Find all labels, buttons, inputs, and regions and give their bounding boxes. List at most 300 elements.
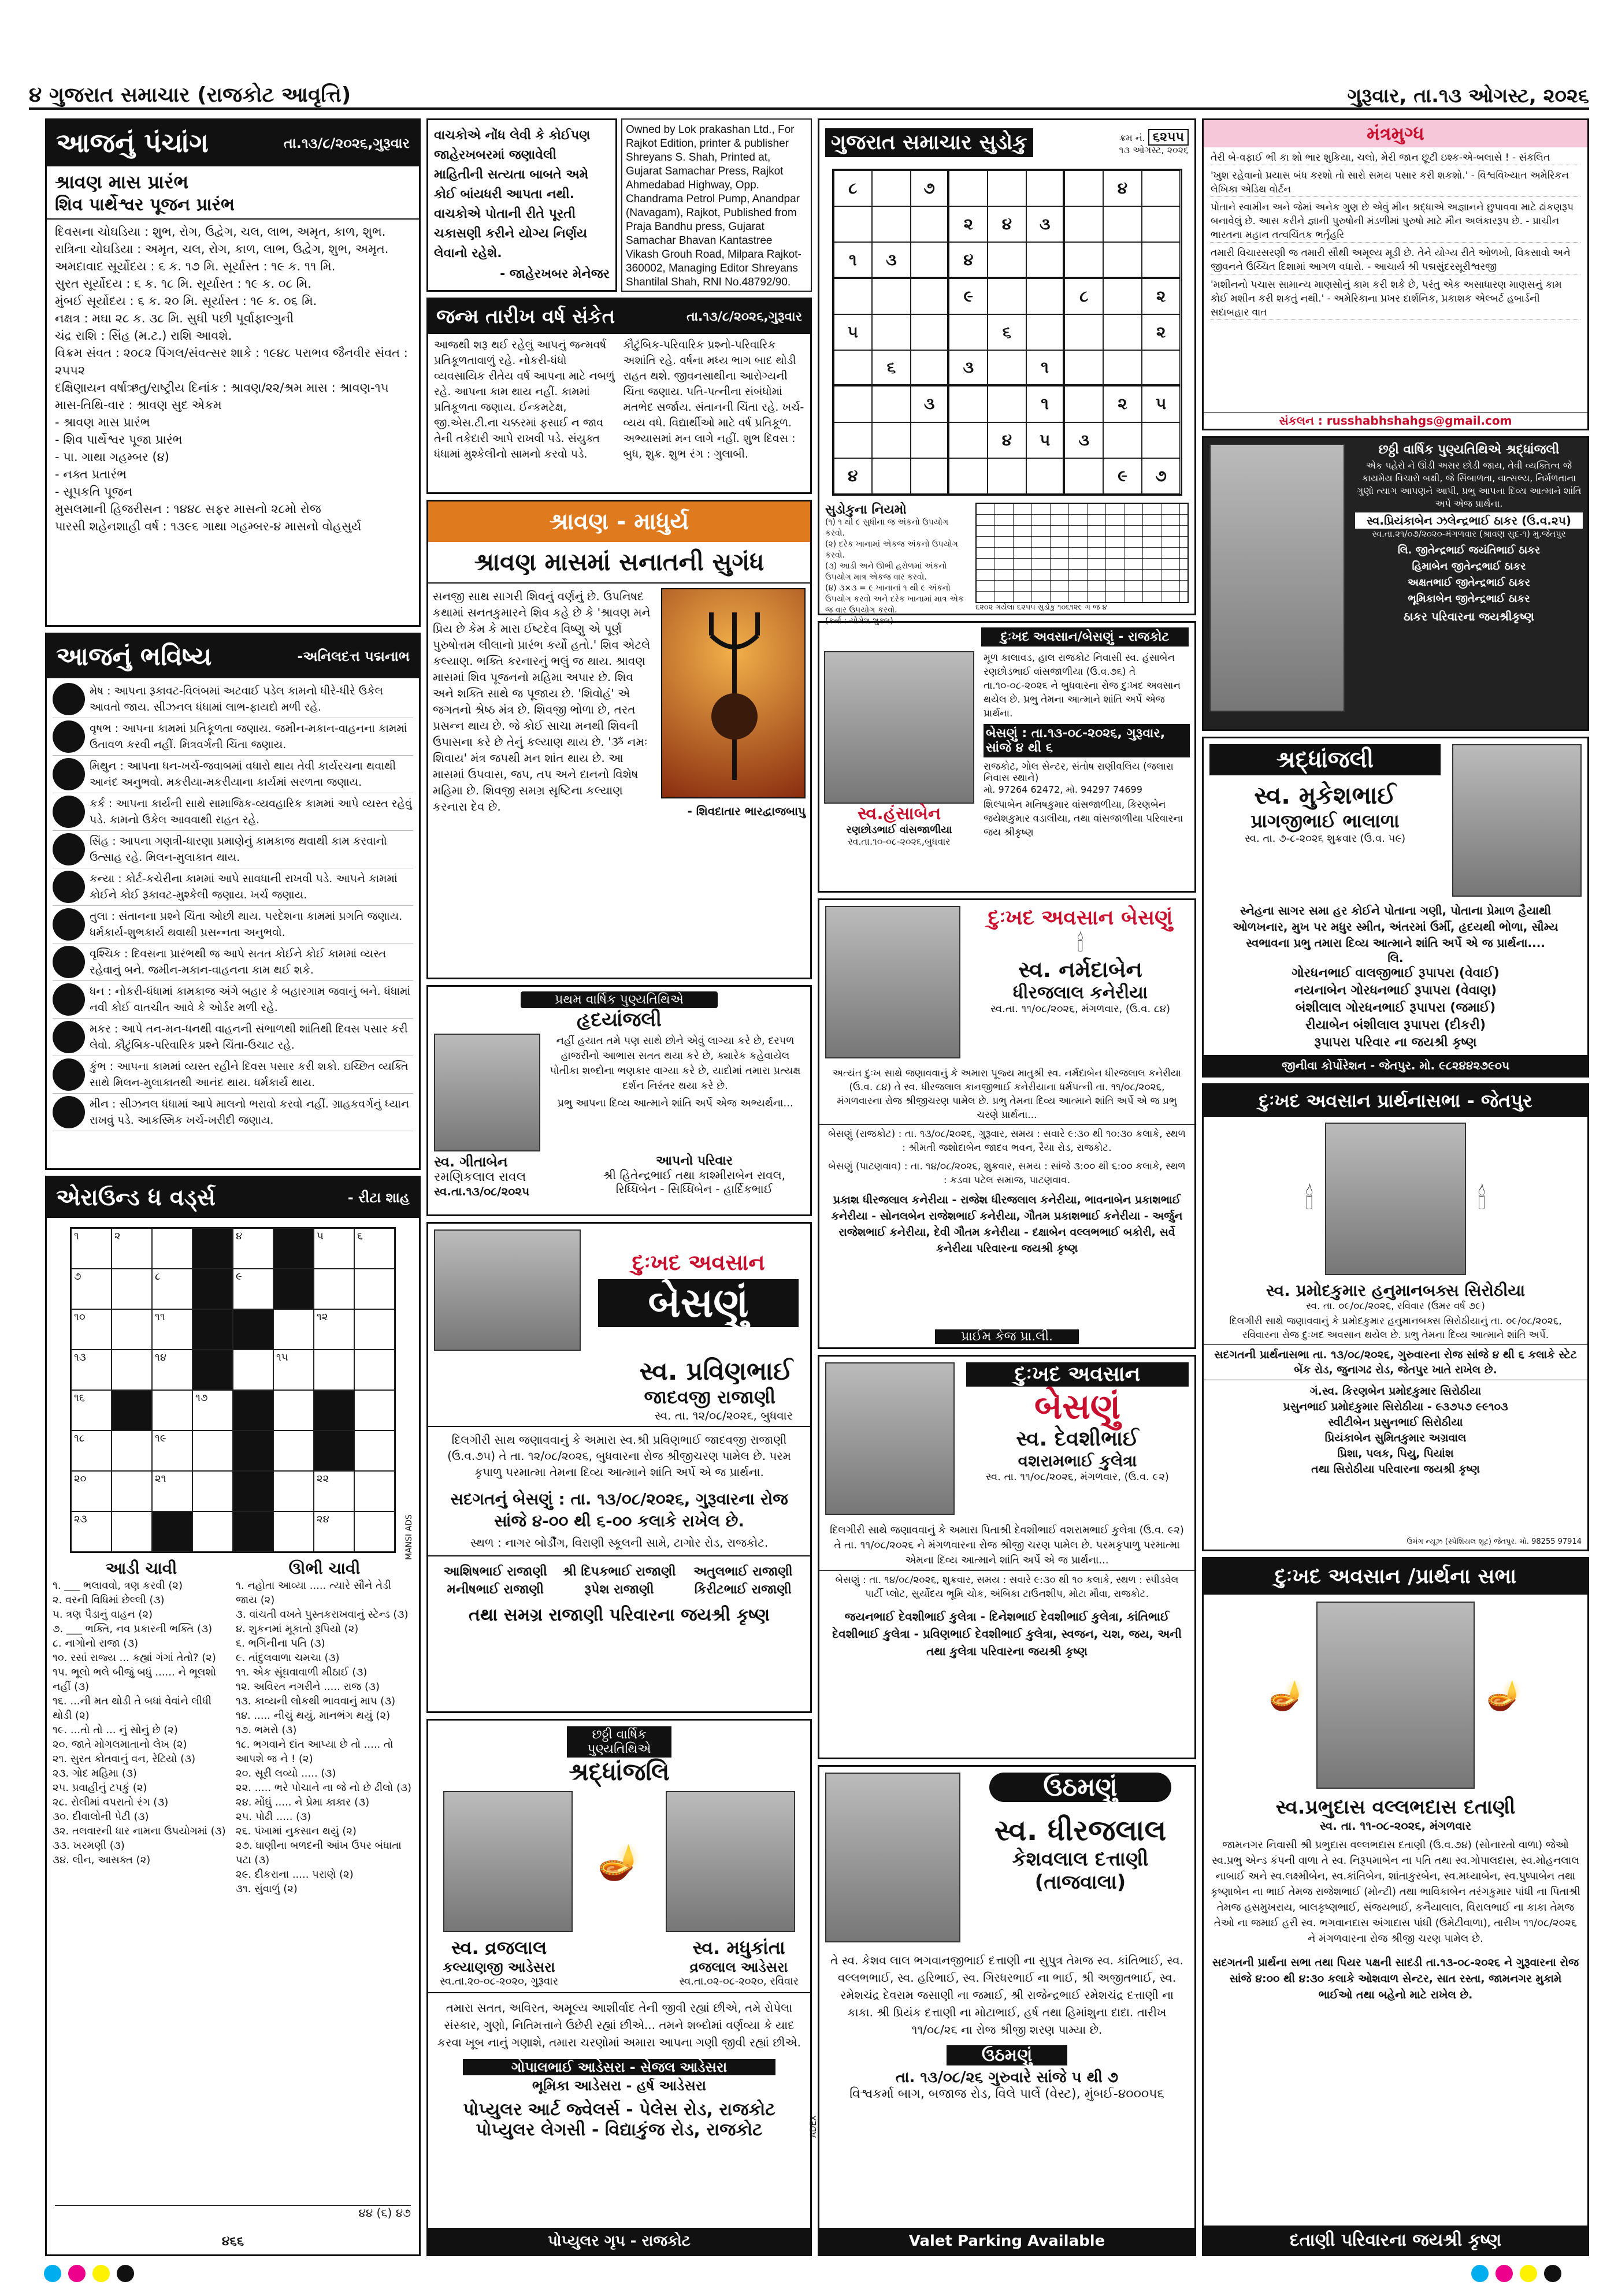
horoscope-row bbox=[53, 1056, 413, 1094]
crossword-cell[interactable] bbox=[354, 1511, 395, 1552]
horoscope-row bbox=[53, 831, 413, 868]
madhukanta-name: સ્વ. મધુકાંતા bbox=[692, 1937, 785, 1959]
crossword-cell-number: ૪ bbox=[236, 1230, 243, 1242]
sudoku-cell: ૧ bbox=[1026, 386, 1065, 422]
crossword-cell-number: ૨૦ bbox=[74, 1473, 87, 1485]
pravinbhai-sub: જાદવજી રાજાણી bbox=[644, 1386, 775, 1408]
sudoku-cell[interactable] bbox=[1142, 206, 1181, 242]
crossword-cell[interactable] bbox=[192, 1228, 233, 1269]
gitaben-name: સ્વ. ગીતાબેન bbox=[434, 1154, 508, 1170]
pramodkumar-body: દિલગીરી સાથે જણાવવાનું કે પ્રમોદકુમાર હનુમાનબક્સ સિરોઠીયાનું તા. ૦૯/૦૮/૨૦૨૬, રવિવારના રોજ દુઃખદ અવસાન થયેલ છે. પ્રભુ તેમના દિવ્ય આત્માને શાંતિ અર્પે. bbox=[1229, 1316, 1562, 1341]
crossword-cell[interactable] bbox=[354, 1431, 395, 1471]
crossword-cell-number: ૧૮ bbox=[74, 1432, 85, 1444]
crossword-cell-number: ૨૧ bbox=[155, 1473, 166, 1485]
sudoku-cell: ૯ bbox=[949, 278, 988, 314]
sudoku-cell[interactable] bbox=[949, 170, 988, 206]
sudoku-date: ૧૩ ઓગસ્ટ, ૨૦૨૬ bbox=[1119, 144, 1189, 155]
crossword-cell[interactable] bbox=[314, 1471, 354, 1511]
pramodkumar-family-member: પ્રસુનભાઈ પ્રમોદકુમાર સિરોઠીયા - ૯૩૭૫૭ ૯૯૧૦૩ bbox=[1283, 1400, 1508, 1413]
sudoku-cell[interactable] bbox=[988, 386, 1026, 422]
sudoku-cell[interactable] bbox=[988, 170, 1026, 206]
crossword-cell[interactable] bbox=[314, 1431, 354, 1471]
sudoku-cell: ૭ bbox=[911, 170, 949, 206]
crossword-cell[interactable] bbox=[71, 1350, 112, 1390]
zodiac-icon bbox=[53, 683, 85, 715]
devshibhai-title: બેસણું bbox=[1034, 1387, 1121, 1427]
sudoku-cell[interactable] bbox=[949, 422, 988, 458]
crossword-cell[interactable] bbox=[233, 1511, 273, 1552]
sudoku-cell[interactable] bbox=[834, 278, 873, 314]
udhamnu-body: તે સ્વ. કેશવ લાલ ભગવાનજીભાઈ દત્તાણી ના સુપુત્ર તેમજ સ્વ. કાંતિભાઈ, સ્વ. વલ્લભભાઈ, સ્વ. હરિભાઈ, સ્વ. ગિરધરભાઈ ના ભાઈ, શ્રી અજીતભાઈ, સ્વ. રમેશચંદ્ર દેવરામ જસાણી ના જમાઈ, શ્રી રાજેન્દ્રભાઈ રમેશચંદ્ર દત્તાણી ના કાકા. શ્રી પ્રિયંક દત્તાણી ના મોટાભાઈ, હર્ષ તથા હિમાંશુના દાદા. તારીખ ૧૧/૦૮/૨૬ ના રોજ શ્રીજી શરણ પામ્યા છે. bbox=[830, 1953, 1183, 2037]
devshibhai-box bbox=[818, 1355, 1196, 1759]
shravan-body: સનજી સાથ સાગરી શિવનું વર્ણનું છે. ઉપનિષદ કથામાં સનતકુમારને શિવ કહે છે કે 'શ્રાવણ મને પ્રિય છે કેમ કે મારા ઈષ્ટદેવ વિષ્ણુ એ પૂર્ણ પુરુષોત્તમ લીલાનો પ્રારંભ કર્યો હતો.' શિવ એટલે કલ્યાણ. ભક્તિ કરનારનું ભલું જ થાય. શ્રાવણ માસમાં શિવ પૂજનનો મહિમા અપાર છે. શિવ અને શક્તિ સાથે જ પૂજાય છે. 'શિવોહં' એ જગતનો શ્રેષ્ઠ મંત્ર છે. શિવજી ભોળા છે, તરત પ્રસન્ન થાય છે. જે કોઈ સાચા મનથી શિવની ઉપાસના કરે છે તેનું કલ્યાણ થાય છે. 'ૐ નમઃ શિવાય' મંત્ર જપથી મન શાંત થાય છે. આ માસમાં ઉપવાસ, જપ, તપ અને દાનનો વિશેષ મહિમા છે. શિવજી સમગ્ર સૃષ્ટિના કલ્યાણ કરનારા દેવ છે. bbox=[433, 589, 651, 813]
crossword-cell[interactable] bbox=[354, 1228, 395, 1269]
pramodkumar-family-member: ગં.સ્વ. કિરણબેન પ્રમોદકુમાર સિરોઠીયા bbox=[1309, 1385, 1482, 1398]
hansaben-name: સ્વ.હંસાબેન bbox=[857, 804, 941, 824]
crossword-cell[interactable] bbox=[152, 1390, 192, 1431]
sudoku-cell: ૩ bbox=[1064, 422, 1103, 458]
crossword-cell[interactable] bbox=[112, 1471, 152, 1511]
mantra-item: તેરી બે-વફાઈ ભી કા શો ભાર શુક્રિયા, ચલો, મેરી જાન છૂટી ઇશ્ક-એ-બલાસે ! - સંકલિત bbox=[1211, 151, 1580, 165]
crossword-cell[interactable] bbox=[233, 1228, 273, 1269]
sudoku-cell[interactable] bbox=[988, 278, 1026, 314]
crossword-cell[interactable] bbox=[233, 1309, 273, 1350]
panchang-line: માસ-તિથિ-વાર : શ્રાવણ સુદ એકમ bbox=[55, 398, 222, 412]
crossword-cell[interactable] bbox=[314, 1390, 354, 1431]
sudoku-cell[interactable] bbox=[1142, 422, 1181, 458]
mansi-ads-note: MANSI ADS bbox=[404, 1514, 414, 1560]
shravan-box bbox=[426, 500, 812, 979]
sudoku-cell: ૪ bbox=[988, 422, 1026, 458]
sudoku-cell[interactable] bbox=[988, 458, 1026, 494]
dhirajlal-name: સ્વ. ધીરજલાલ bbox=[994, 1814, 1167, 1847]
sudoku-cell[interactable] bbox=[834, 350, 873, 386]
hansaben-sub: રણછોડભાઈ વાંસજાળીયા bbox=[846, 824, 952, 836]
notice-sign: - જાહેરખબર મેનેજર bbox=[500, 267, 610, 281]
mukeshbhai-family bbox=[1204, 965, 1587, 1052]
sudoku-cell[interactable] bbox=[834, 206, 873, 242]
crossword-cell[interactable] bbox=[192, 1511, 233, 1552]
crossword-cell[interactable] bbox=[192, 1431, 233, 1471]
pramodkumar-family-member: પ્રિયંકાબેન સુમિતકુમાર અગ્રવાલ bbox=[1324, 1432, 1467, 1444]
sudoku-cell[interactable] bbox=[949, 458, 988, 494]
mukeshbhai-family-label: લિ. bbox=[1387, 951, 1404, 965]
sudoku-cell[interactable] bbox=[988, 350, 1026, 386]
crossword-cell[interactable] bbox=[354, 1390, 395, 1431]
sudoku-rules-title: સુડોકુના નિયમો bbox=[825, 503, 907, 517]
crossword-cell[interactable] bbox=[233, 1350, 273, 1390]
crossword-cell[interactable] bbox=[112, 1390, 152, 1431]
panchang-line: દક્ષિણાયન વર્ષાઋતુ/રાષ્ટ્રીય દિનાંક : શ્રાવણ/૨૨/શ્રમ માસ : શ્રાવણ-૧૫ bbox=[55, 381, 389, 395]
crossword-down-clue: ૨૯. દીકરાના ..... પરાણે (૨) bbox=[236, 1868, 354, 1881]
crossword-across-clue: ૨. વરની વિધિમાં છેલ્લી (૩) bbox=[53, 1594, 165, 1606]
vrajlal-sub: કલ્યાણજી આડેસરા bbox=[443, 1959, 555, 1975]
pramodkumar-box bbox=[1202, 1083, 1589, 1551]
sudoku-cell[interactable] bbox=[949, 314, 988, 350]
crossword-grid bbox=[70, 1227, 396, 1553]
sudoku-cell: ૨ bbox=[1142, 278, 1181, 314]
crossword-across-clue: ૨૧. સુરત કોતવાનું વન, રેટિયો (૩) bbox=[53, 1753, 196, 1765]
mantra-title: મંત્રમુગ્ધ bbox=[1204, 120, 1587, 147]
sudoku-cell[interactable] bbox=[1064, 206, 1103, 242]
prabhudas-sabha: સદગતની પ્રાર્થના સભા તથા પિયર પક્ષની સાદડી તા.૧૩-૦૮-૨૦૨૬ ને ગુરૂવારના રોજ સાંજે ૪:૦૦ થી ૪:૩૦ કલાકે ઓશવાળ સેન્ટર, સાત રસ્તા, જામનગર મુકામે ભાઈઓ તથા બહેનો માટે રાખેલ છે. bbox=[1212, 1956, 1579, 2001]
sudoku-cell[interactable] bbox=[834, 386, 873, 422]
crossword-cell-number: ૧૨ bbox=[317, 1311, 328, 1323]
hansaben-phone: મો. 97264 62472, મો. 94297 74699 bbox=[984, 784, 1142, 795]
crossword-across-list bbox=[53, 1578, 230, 1867]
crossword-cell[interactable] bbox=[233, 1471, 273, 1511]
pravinbhai-title: બેસણું bbox=[598, 1279, 799, 1327]
pramodkumar-family-member: તથા સિરોઠીયા પરિવારના જયશ્રી કૃષ્ણ bbox=[1311, 1463, 1480, 1476]
sudoku-cell: ૮ bbox=[834, 170, 873, 206]
sudoku-cell[interactable] bbox=[872, 170, 911, 206]
madhukanta-sub: વ્રજલાલ આડેસરા bbox=[689, 1959, 788, 1975]
sudoku-cell: ૩ bbox=[872, 242, 911, 278]
crossword-cell[interactable] bbox=[354, 1309, 395, 1350]
crossword-cell[interactable] bbox=[71, 1269, 112, 1309]
sudoku-cell[interactable] bbox=[834, 422, 873, 458]
udhamnu-place: વિશ્વકર્મા બાગ, બજાજ રોડ, વિલે પાર્લે (વેસ્ટ), મુંબઈ-૪૦૦૦૫૬ bbox=[849, 2087, 1164, 2101]
pravinbhai-box bbox=[426, 1222, 812, 1713]
crossword-cell[interactable] bbox=[112, 1228, 152, 1269]
sudoku-cell: ૫ bbox=[1142, 386, 1181, 422]
shraddhanjali2-title: શ્રદ્ધાંજલિ bbox=[569, 1758, 670, 1786]
panchang-line: - શ્રાવણ માસ પ્રારંભ bbox=[55, 415, 150, 429]
crossword-cell-number: ૭ bbox=[74, 1270, 81, 1283]
crossword-across-clue: ૭. ___ ભક્તિ, નવ પ્રકારની ભક્તિ (૩) bbox=[53, 1623, 213, 1635]
crossword-cell[interactable] bbox=[112, 1269, 152, 1309]
crossword-down-clue: ૯. તાંદુલવાળા ચમચા (૩) bbox=[236, 1652, 340, 1664]
imprint-text: Owned by Lok prakashan Ltd., For Rajkot Edition, printer & publisher Shreyans S. Shah, Printed at, Gujarat Samachar Press, Rajkot Ahmedabad Highway, Opp. Chandrama Petrol Pump, Anandpar (Navagam), Rajkot, Published from Praja Bandhu press, Gujarat Samachar Bhavan Kantastree Vikash Grouh Road, Milpara Rajkot-360002, Managing Editor Shreyans Shantilal Shah, RNI No.48792/90. bbox=[626, 124, 801, 288]
crossword-down-clue: ૧૨. અવિરત નગરીને ..... રાજ (૩) bbox=[236, 1681, 380, 1693]
sudoku-cell[interactable] bbox=[1103, 278, 1142, 314]
udhamnu-valet: Valet Parking Available bbox=[819, 2228, 1194, 2254]
sudoku-cell[interactable] bbox=[911, 458, 949, 494]
crossword-cell[interactable] bbox=[112, 1431, 152, 1471]
mukeshbhai-body: સ્નેહના સાગર સમા હર કોઈને પોતાના ગણી, પોતાના પ્રેમાળ હૈયાથી ઓળખનાર, મુખ પર મધુર સ્મીત, અંતરમાં ઉર્મી, હૃદયથી ભોળા, સૌમ્ય સ્વભાવના પ્રભુ તમારા દિવ્ય આત્માને શાંતિ અર્પે એ જ પ્રાર્થના.... bbox=[1233, 904, 1558, 950]
prabhudas-name: સ્વ.પ્રભુદાસ વલ્લભદાસ દતાણી bbox=[1275, 1796, 1516, 1819]
horoscope-text: ધન : નોકરી-ધંધામાં કામકાજ અંગે બહાર કે બહારગામ જવાનું બને. ધંધામાં નવી કોઈ વાતચીત આવે કે ઓર્ડર મળી રહે. bbox=[90, 985, 411, 1014]
priyanka-photo bbox=[1209, 444, 1345, 712]
sudoku-cell: ૪ bbox=[949, 242, 988, 278]
adex-note: ADEX bbox=[809, 2115, 818, 2138]
dhirajlal-sub: કેશવલાલ દત્તાણી (તાજવાલા) bbox=[1012, 1848, 1149, 1894]
devshibhai-kind: દુઃખદ અવસાન bbox=[966, 1362, 1189, 1387]
crossword-cell[interactable] bbox=[314, 1309, 354, 1350]
sudoku-cell[interactable] bbox=[1103, 242, 1142, 278]
prabhudas-body: જામનગર નિવાસી શ્રી પ્રભુદાસ વલ્લભદાસ દતાણી (ઉ.વ.૭૪) (સોનારતો વાળા) જેઓ સ્વ.પ્રભુ એન્ડ કંપની વાળા તે સ્વ. નિરૂપમાબેન ના પતિ તથા સ્વ.ગોપાલદાસ, સ્વ.મોહનલાલ નાબાઈ અને સ્વ.લક્ષ્મીબેન, સ્વ.કાંતિબેન, શાંતાકુરબેન, સ્વ.મધ્યાબેન, સ્વ.પુષ્પાબેન તથા કૃષ્ણાબેન ના ભાઈ તેમજ રાજેશભાઈ (મોન્ટી) તથા ભાવિકાબેન તરંગકુમાર પાંધી ના પિતાશ્રી તેમજ હસમુખરાય, બાલકૃષ્ણભાઈ, સંજયભાઈ, કનૈયાલાલ, વિરાલભાઈ ના કાકા તેમજ તેઓ ના જમાઈ હરી સ્વ. ભગવાનદાસ અંગાદાસ પાંધી (ઉમેટીવાળા), તારીખ ૧૧/૦૮/૨૦૨૬ ને મંગળવારના રોજ શ્રીજી ચરણ પામેલ છે. bbox=[1211, 1839, 1580, 1945]
crossword-cell[interactable] bbox=[152, 1269, 192, 1309]
sudoku-cell[interactable] bbox=[949, 386, 988, 422]
sudoku-cell[interactable] bbox=[1103, 422, 1142, 458]
registration-marks-left bbox=[40, 2265, 138, 2284]
prabhudas-footer: દતાણી પરિવારના જયશ્રી કૃષ્ણ bbox=[1204, 2226, 1587, 2254]
birthday-title: જન્મ તારીખ વર્ષ સંકેત bbox=[436, 305, 615, 328]
crossword-cell[interactable] bbox=[112, 1511, 152, 1552]
priyanka-name: સ્વ.પ્રિયંકાબેન ઝલેન્દ્રભાઈ ઠાકર (ઉ.વ.૨૫) bbox=[1355, 512, 1583, 529]
sudoku-cell: ૮ bbox=[1064, 278, 1103, 314]
zodiac-icon bbox=[53, 908, 85, 941]
sudoku-cell[interactable] bbox=[1026, 458, 1065, 494]
crossword-cell[interactable] bbox=[233, 1390, 273, 1431]
panchang-line: રાત્રિના ચોઘડિયા : અમૃત, ચલ, રોગ, કાળ, લાભ, ઉદ્વેગ, શુભ, અમૃત. bbox=[55, 242, 389, 256]
trident-icon bbox=[662, 589, 807, 797]
sudoku-cell[interactable] bbox=[1064, 242, 1103, 278]
zodiac-icon bbox=[53, 1058, 85, 1091]
madhukanta-photo bbox=[666, 1791, 795, 1932]
mukeshbhai-box bbox=[1202, 737, 1589, 1078]
horoscope-row bbox=[53, 718, 413, 756]
gitaben-date: સ્વ.તા.૧૩/૦૮/૨૦૨૫ bbox=[434, 1184, 530, 1198]
sudoku-cell[interactable] bbox=[911, 350, 949, 386]
crossword-cell[interactable] bbox=[314, 1511, 354, 1552]
hansaben-date: સ્વ.તા.૧૦-૦૮-૨૦૨૬,બુધવાર bbox=[848, 836, 951, 847]
sudoku-cell[interactable] bbox=[872, 278, 911, 314]
crossword-cell-number: ૫ bbox=[317, 1230, 324, 1242]
crossword-cell[interactable] bbox=[71, 1471, 112, 1511]
crossword-cell[interactable] bbox=[314, 1350, 354, 1390]
sudoku-cell[interactable] bbox=[911, 422, 949, 458]
pramodkumar-phone: ઉમંગ ન્યૂઝ (સ્પેશિયલ શૂટ) જેતપુર. મો. 98255 97914 bbox=[1407, 1537, 1582, 1546]
crossword-cell[interactable] bbox=[71, 1309, 112, 1350]
sudoku-grid bbox=[832, 169, 1182, 496]
pravinbhai-besnu: સદગતનું બેસણું : તા. ૧૩/૦૮/૨૦૨૬, ગુરૂવારના રોજ સાંજે ૪-૦૦ થી ૬-૦૦ કલાકે રાખેલ છે. bbox=[450, 1489, 788, 1530]
zodiac-icon bbox=[53, 833, 85, 865]
bhavishya-list bbox=[47, 678, 419, 1134]
zodiac-icon bbox=[53, 1096, 85, 1128]
panchang-line: મુસલમાની હિજરીસન : ૧૪૪૮ સફર માસનો ૨૮મો રોજ bbox=[55, 502, 321, 516]
crossword-cell[interactable] bbox=[354, 1350, 395, 1390]
sudoku-cell[interactable] bbox=[1142, 350, 1181, 386]
sudoku-cell[interactable] bbox=[1026, 170, 1065, 206]
narmadaben-family: પ્રકાશ ધીરજલાલ કનેરીયા - રાજેશ ધીરજલાલ કનેરીયા, ભાવનાબેન પ્રકાશભાઈ કનેરીયા - સોનલબેન રાજેશભાઈ કનેરીયા, ગૌતમ પ્રકાશભાઈ કનેરીયા - અર્જુન રાજેશભાઈ કનેરીયા, દેવી ગૌતમ કનેરીયા - દક્ષાબેન વલ્લભભાઈ બકોરી, સર્વે કનેરીયા પરિવારના જયશ્રી કૃષ્ણ bbox=[831, 1194, 1183, 1255]
crossword-cell[interactable] bbox=[273, 1471, 314, 1511]
mukeshbhai-title: શ્રદ્ધાંજલી bbox=[1209, 744, 1441, 775]
crossword-cell[interactable] bbox=[273, 1269, 314, 1309]
sudoku-cell[interactable] bbox=[911, 242, 949, 278]
crossword-cell[interactable] bbox=[152, 1309, 192, 1350]
horoscope-text: કુંભ : આપના કામમાં વ્યસ્ત રહીને દિવસ પસાર કરી શકો. ઇચ્છિત વ્યક્તિ સાથે મિલન-મુલાકાતથી આનંદ થાય. ધર્મકાર્ય થાય. bbox=[90, 1060, 409, 1089]
crossword-cell[interactable] bbox=[273, 1390, 314, 1431]
udhamnu-title: ઉઠમણું bbox=[989, 1773, 1171, 1802]
crossword-cell[interactable] bbox=[192, 1269, 233, 1309]
notice-box bbox=[426, 118, 617, 292]
pravinbhai-place: સ્થળ : નાગર બોર્ડીંગ, વિરાણી સ્કૂલની સામે, ટાગોર રોડ, રાજકોટ. bbox=[470, 1536, 769, 1550]
sudoku-solution-grid bbox=[975, 503, 1189, 603]
crossword-across-clue: ૨૩. ગોદ મહિમા (૩) bbox=[53, 1767, 137, 1779]
sudoku-rule: (૨) દરેક ખાનામાં એકજ અંકનો ઉપયોગ કરવો. bbox=[825, 540, 958, 560]
crossword-down-clue: ૧૮. ભગવાને દાંત આપ્યા છે તો ..... તો આપશે જ ને ! (૨) bbox=[236, 1738, 394, 1765]
sudoku-cell[interactable] bbox=[1064, 458, 1103, 494]
narmadaben-place: બેસણું (પાટણવાવ) : તા. ૧૪/૦૮/૨૦૨૬, શુક્રવાર, સમય : સાંજે ૩:૦૦ થી ૬:૦૦ કલાકે, સ્થળ : કડવા પટેલ સમાજ, પાટણવાવ. bbox=[828, 1161, 1186, 1186]
zodiac-icon bbox=[53, 946, 85, 978]
crossword-box bbox=[45, 1176, 421, 2256]
pravinbhai-family bbox=[428, 1555, 810, 1605]
sudoku-cell: ૧ bbox=[834, 242, 873, 278]
sudoku-cell[interactable] bbox=[1142, 242, 1181, 278]
horoscope-row bbox=[53, 943, 413, 981]
sudoku-cell[interactable] bbox=[872, 458, 911, 494]
horoscope-row bbox=[53, 681, 413, 718]
pramodkumar-sabha: સદગતની પ્રાર્થનાસભા તા. ૧૩/૦૮/૨૦૨૬, ગુરુવારના રોજ સાંજે ૪ થી ૬ કલાકે સ્ટેટ બેંક રોડ, જુનાગઢ રોડ, જેતપુર ખાતે રાખેલ છે. bbox=[1204, 1344, 1587, 1380]
gitaben-photo bbox=[434, 1034, 540, 1151]
panchang-line: - શિવ પાર્થેશ્વર પૂજા પ્રારંભ bbox=[55, 433, 183, 447]
birthday-text: આજથી શરૂ થઈ રહેલું આપનું જન્મવર્ષ પ્રતિકૂળતાવાળું રહે. નોકરી-ધંધો વ્યવસાયિક રીતેય વર્ષ આપના માટે નબળું રહે. આપના કામ થાય નહીં. કામમાં પ્રતિકૂળતા જણાય. ઈન્કમટેક્ષ, જી.એસ.ટી.ના ચક્કરમાં ફસાઈ ન જાવ તેની તકેદારી આપે રાખવી પડે. સંયુક્ત ધંધામાં મુશ્કેલીનો સામનો કરવો પડે. કૌટુંબિક-પરિવારિક પ્રશ્નો-પરિવારિક અશાંતિ રહે. વર્ષના મધ્ય ભાગ બાદ થોડી રાહત થશે. જીવનસાથીના આરોગ્યની ચિંતા જણાય. પતિ-પત્નીના સંબંધોમાં મતભેદ સર્જાય. સંતાનની ચિંતા રહે. ખર્ચ-વ્યય વધે. વિદ્યાર્થીઓ માટે વર્ષ પ્રતિકૂળ. અભ્યાસમાં મન લાગે નહીં. શુભ દિવસ : બુધ, શુક્ર. શુભ રંગ : ગુલાબી. bbox=[434, 339, 804, 460]
pravinbhai-family-member: કિરીટભાઈ રાજાણી bbox=[694, 1582, 792, 1597]
panchang-line: પારસી શહેનશાહી વર્ષ : ૧૩૯૬ ગાથા ગહમ્બર-૪ માસનો વોહસુર્ય bbox=[55, 519, 362, 533]
crossword-cell[interactable] bbox=[152, 1511, 192, 1552]
priyanka-family-member: લિ. જીતેન્દ્રભાઈ જયંતિભાઈ ઠાકર bbox=[1397, 544, 1541, 556]
narmadaben-sub: ધીરજલાલ કનેરીયા bbox=[1012, 983, 1148, 1003]
pramodkumar-name: સ્વ. પ્રમોદકુમાર હનુમાનબક્સ સિરોઠીયા bbox=[1266, 1281, 1526, 1300]
crossword-cell[interactable] bbox=[354, 1471, 395, 1511]
crossword-cell[interactable] bbox=[152, 1228, 192, 1269]
horoscope-text: સિંહ : આપના ગણત્રી-ધારણા પ્રમાણેનું કામકાજ થવાથી કામ કરવાનો ઉત્સાહ રહે. મિલન-મુલાકાત થાય. bbox=[90, 835, 387, 864]
sudoku-cell[interactable] bbox=[911, 314, 949, 350]
mukeshbhai-name: સ્વ. મુકેશભાઈ bbox=[1254, 781, 1396, 809]
zodiac-icon bbox=[53, 871, 85, 903]
crossword-across-clue: ૩૨. તલવારની ધાર નામના ઉપયોગમાં (૩) bbox=[53, 1825, 226, 1837]
bhavishya-author: -અનિલદત્ત પદ્મનાભ bbox=[297, 648, 410, 664]
crossword-cell[interactable] bbox=[314, 1269, 354, 1309]
pravinbhai-family-member: અતુલભાઈ રાજાણી bbox=[693, 1565, 793, 1579]
crossword-cell-number: ૨૨ bbox=[317, 1473, 329, 1485]
sudoku-cell: ૭ bbox=[1142, 458, 1181, 494]
crossword-cell[interactable] bbox=[192, 1390, 233, 1431]
crossword-cell[interactable] bbox=[233, 1269, 273, 1309]
sudoku-cell[interactable] bbox=[872, 206, 911, 242]
panchang-line: - નક્ત પ્રતારંભ bbox=[55, 467, 127, 481]
crossword-down-clue: ૬. ભગિનીના પતિ (૩) bbox=[236, 1637, 325, 1649]
sudoku-cell[interactable] bbox=[1026, 278, 1065, 314]
crossword-cell[interactable] bbox=[273, 1228, 314, 1269]
crossword-cell[interactable] bbox=[273, 1431, 314, 1471]
panchang-line: અમદાવાદ સૂર્યોદય : ૬ ક. ૧૭ મિ. સૂર્યાસ્ત : ૧૯ ક. ૧૧ મિ. bbox=[55, 259, 336, 273]
sudoku-cell[interactable] bbox=[1064, 170, 1103, 206]
crossword-cell-number: ૧ bbox=[74, 1230, 79, 1242]
sudoku-cell[interactable] bbox=[872, 386, 911, 422]
horoscope-text: કન્યા : કોર્ટ-કચેરીના કામમાં આપે સાવધાની રાખવી પડે. આપને કામમાં કોઈને કોઈ રૂકાવટ-મુશ્કેલી જણાય. ખર્ચ જણાય. bbox=[90, 872, 398, 901]
hrudayanjali-family: શ્રી હિતેન્દ્રભાઈ તથા કાશ્મીરાબેન રાવલ, રિધ્ધિબેન - સિધ્ધિબેન - હાર્દિકભાઈ bbox=[603, 1168, 786, 1196]
crossword-cell[interactable] bbox=[71, 1390, 112, 1431]
sudoku-cell[interactable] bbox=[1026, 314, 1065, 350]
crossword-cell[interactable] bbox=[354, 1269, 395, 1309]
horoscope-text: મકર : આપે તન-મન-ધનથી વાહનની સંભાળથી શાંતિથી દિવસ પસાર કરી લેવો. કૌટુંબિક-પરિવારિક પ્રશ્ને ચિંતા-ઉચાટ રહે. bbox=[90, 1023, 408, 1052]
crossword-across-title: આડી ચાવી bbox=[105, 1559, 177, 1578]
horoscope-row bbox=[53, 1094, 413, 1131]
priyanka-footer: ઠાકર પરિવારના જયશ્રીકૃષ્ણ bbox=[1404, 610, 1534, 623]
crossword-across-clue: ૧૫. ભૂલો ભલે બીજું બધું ...... ને ભૂલશો નહીં (૩) bbox=[53, 1666, 216, 1693]
sudoku-cell: ૫ bbox=[1026, 422, 1065, 458]
pramodkumar-date: સ્વ. તા. ૦૯/૦૮/૨૦૨૬, રવિવાર (ઉમર વર્ષ ૭૯) bbox=[1306, 1301, 1485, 1312]
mukeshbhai-family-member: રીયાબેન બંશીલાલ રૂપાપરા (દીકરી) bbox=[1305, 1018, 1486, 1032]
sudoku-cell[interactable] bbox=[911, 278, 949, 314]
lamp-right-icon: 🪔 bbox=[1486, 1678, 1523, 1712]
prabhudas-title: દુઃખદ અવસાન /પ્રાર્થના સભા bbox=[1204, 1559, 1587, 1595]
horoscope-text: તુલા : સંતાનના પ્રશ્ને ચિંતા ઓછી થાય. પરદેશના કામમાં પ્રગતિ જણાય. ધર્મકાર્ય-શુભકાર્ય થવાથી પ્રસન્નતા અનુભવો. bbox=[90, 910, 403, 939]
hrudayanjali-title: હૃદયાંજલી bbox=[577, 1008, 662, 1031]
hrudayanjali-box bbox=[426, 985, 812, 1216]
crossword-cell[interactable] bbox=[112, 1309, 152, 1350]
crossword-cell[interactable] bbox=[233, 1431, 273, 1471]
hansaben-body: મૂળ કાલાવડ, હાલ રાજકોટ નિવાસી સ્વ. હંસાબેન રણછોડભાઈ વાંસજાળીયા (ઉ.વ.૭૬) તે તા.૧૦-૦૮-૨૦૨૬ ને બુધવારના રોજ દુઃખદ અવસાન થયેલ છે. પ્રભુ તેમના આત્માને શાંતિ અર્પે એજ પ્રાર્થના. bbox=[984, 652, 1181, 719]
narmadaben-box bbox=[818, 898, 1196, 1349]
crossword-down-clue: ૨૭. ધાણીના બળદની આંખ ઉપર બંધાતા પટા (૩) bbox=[236, 1840, 402, 1866]
crossword-cell[interactable] bbox=[273, 1309, 314, 1350]
sudoku-cell[interactable] bbox=[1103, 350, 1142, 386]
sudoku-cell[interactable] bbox=[1064, 314, 1103, 350]
crossword-down-clue: ૧૩. કાવ્યની લોકથી ભાવવાનું માપ (૩) bbox=[236, 1695, 396, 1707]
prabhudas-date: સ્વ. તા. ૧૧-૦૮-૨૦૨૬, મંગળવાર bbox=[1319, 1819, 1472, 1833]
hansaben-kind: દુઃખદ અવસાન/બેસણું - રાજકોટ bbox=[981, 627, 1189, 647]
crossword-cell[interactable] bbox=[112, 1350, 152, 1390]
crossword-cell[interactable] bbox=[152, 1471, 192, 1511]
sudoku-rule: (૪) ૩×૩ = ૯ ખાનાનાં ૧ થી ૯ અંકનો ઉપયોગ કરવો અને દરેક ખાનામાં માત્ર એક જ વાર ઉપયોગ કરવો. bbox=[825, 584, 964, 615]
shraddhanjali2-family2: ભૂમિકા આડેસરા - હર્ષ આડેસરા bbox=[532, 2078, 707, 2094]
mantra-item: પોતાને સ્વામીન અને જેમાં અનેક ગુણ છે એવું મીન શ્રદ્ધાએ અજ્ઞાનને છુપાવવા માટે ઢાંકણરૂપ બનાવેલું છે. આસ કરીને જ્ઞાની પુરુષોની મંડળીમાં પુરુષો માટે મૌન અલંકારરૂપ છે. - પ્રાચીન ભારતના મહાન તત્વચિંતક ભર્તૃહરિ bbox=[1211, 200, 1580, 243]
crossword-cell-number: ૬ bbox=[357, 1230, 363, 1242]
sudoku-cell[interactable] bbox=[988, 242, 1026, 278]
hrudayanjali-prayer: પ્રભુ આપના દિવ્ય આત્માને શાંતિ અર્પે એજ અભ્યર્થના... bbox=[557, 1097, 793, 1109]
crossword-cell-number: ૧૦ bbox=[74, 1311, 86, 1323]
crossword-cell[interactable] bbox=[71, 1228, 112, 1269]
sudoku-cell[interactable] bbox=[1026, 242, 1065, 278]
sudoku-cell: ૨ bbox=[1103, 386, 1142, 422]
crossword-cell[interactable] bbox=[152, 1350, 192, 1390]
crossword-cell[interactable] bbox=[314, 1228, 354, 1269]
horoscope-row bbox=[53, 756, 413, 793]
crossword-cell[interactable] bbox=[273, 1511, 314, 1552]
incense-icon: 🕯 bbox=[1077, 930, 1084, 957]
dhirajlal-photo bbox=[825, 1773, 960, 1942]
sudoku-cell[interactable] bbox=[1103, 314, 1142, 350]
crossword-cell[interactable] bbox=[71, 1431, 112, 1471]
narmadaben-phone: પ્રાઈમ કેજ પ્રા.લી. bbox=[935, 1329, 1079, 1344]
pramodkumar-family bbox=[1204, 1384, 1587, 1477]
zodiac-icon bbox=[53, 1021, 85, 1053]
sudoku-cell[interactable] bbox=[872, 422, 911, 458]
sudoku-cell[interactable] bbox=[911, 206, 949, 242]
hansaben-photo bbox=[824, 651, 974, 804]
crossword-cell[interactable] bbox=[71, 1511, 112, 1552]
crossword-across-clue: ૫. ત્રણ પૈડાનું વાહન (૨) bbox=[53, 1608, 153, 1621]
crossword-cell-number: ૨ bbox=[114, 1230, 121, 1242]
crossword-cell[interactable] bbox=[192, 1309, 233, 1350]
panchang-box bbox=[45, 118, 421, 627]
narmadaben-besnu: બેસણું (રાજકોટ) : તા. ૧૩/૦૮/૨૦૨૬, ગુરૂવાર, સમય : સવારે ૯:૩૦ થી ૧૦:૩૦ કલાકે, સ્થળ : શ્રીમતી જશોદાબેન જાદવ ભવન, રૈયા રોડ, રાજકોટ. bbox=[819, 1124, 1194, 1157]
crossword-cell[interactable] bbox=[192, 1350, 233, 1390]
zodiac-icon bbox=[53, 758, 85, 790]
sudoku-cell[interactable] bbox=[1103, 206, 1142, 242]
crossword-author: - રીટા શાહ bbox=[347, 1190, 410, 1206]
incense-left-icon: 🕯 bbox=[1305, 1182, 1313, 1216]
crossword-cell[interactable] bbox=[152, 1431, 192, 1471]
crossword-cell[interactable] bbox=[192, 1471, 233, 1511]
crossword-cell[interactable] bbox=[273, 1350, 314, 1390]
page-label: ૪ ગુજરાત સમાચાર (રાજકોટ આવૃત્તિ) bbox=[29, 83, 351, 107]
prabhudas-box bbox=[1202, 1557, 1589, 2256]
sudoku-rule: (૩) આડી અને ઊભી હરોળમાં અંકનો ઉપયોગ માત્ર એકજ વાર કરવો. bbox=[825, 562, 947, 582]
priyanka-family-member: હિમાબેન જીતેન્દ્રભાઈ ઠાકર bbox=[1412, 560, 1526, 573]
sudoku-cell[interactable] bbox=[1142, 170, 1181, 206]
notice-text: વાચકોએ નોંધ લેવી કે કોઈપણ જાહેરખબરમાં જણાવેલી માહિતીની સત્યતા બાબતે અમે કોઈ બાંયધરી આપતા નથી. વાચકોએ પોતાની રીતે પૂરતી ચકાસણી કરીને યોગ્ય નિર્ણય લેવાનો રહેશે. bbox=[434, 128, 591, 261]
pravinbhai-kind: દુઃખદ અવસાન bbox=[632, 1250, 765, 1275]
prabhudas-photo bbox=[1316, 1602, 1475, 1789]
sudoku-cell[interactable] bbox=[1064, 386, 1103, 422]
sudoku-cell[interactable] bbox=[1064, 350, 1103, 386]
diya-icon: 🪔 bbox=[598, 1841, 641, 1882]
sudoku-cell[interactable] bbox=[872, 314, 911, 350]
